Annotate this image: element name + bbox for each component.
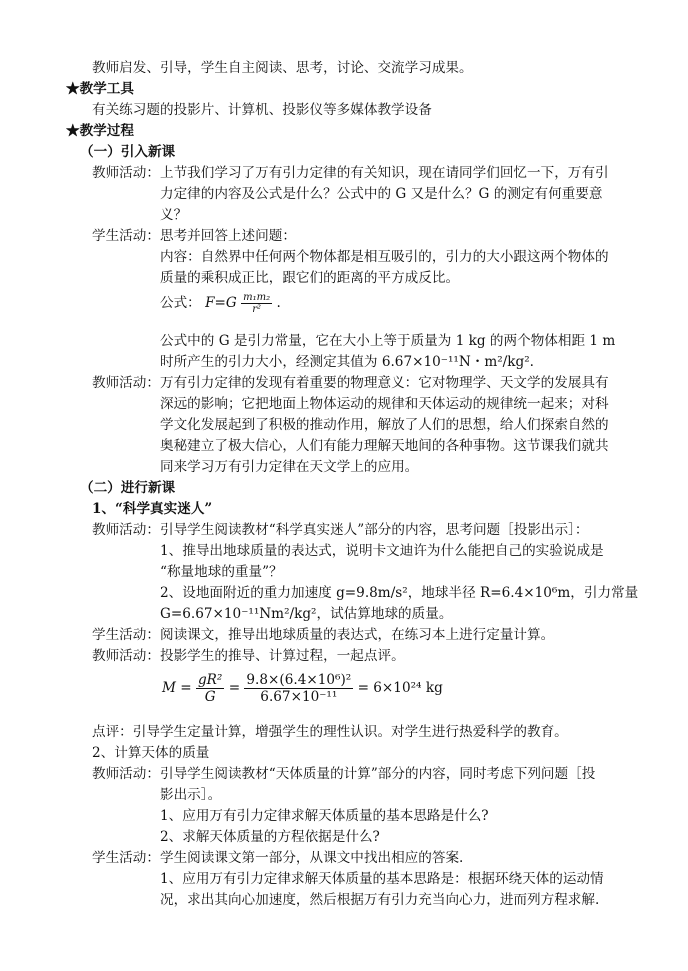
mass-formula-equals: = <box>228 680 241 696</box>
answer-1-cont: 况，求出其向心加速度，然后根据万有引力充当向心力，进而列方程求解. <box>160 892 600 908</box>
formula-label: 公式： <box>160 295 201 311</box>
student-activity-text: 时所产生的引力大小，经测定其值为 6.67×10⁻¹¹N・m²/kg². <box>160 354 534 370</box>
formula-numerator: m₁m₂ <box>243 292 271 303</box>
question-1: 1、应用万有引力定律求解天体质量的基本思路是什么? <box>160 808 489 824</box>
question-2: 2、求解天体质量的方程依据是什么? <box>160 829 380 845</box>
heading-teaching-process: ★教学过程 <box>66 123 134 139</box>
answer-1: 1、应用万有引力定律求解天体质量的基本思路是：根据环绕天体的运动情 <box>160 871 604 887</box>
label-student-activity: 学生活动： <box>92 627 160 643</box>
label-teacher-activity: 教师活动： <box>92 766 160 782</box>
mass-formula-fraction-2 <box>244 672 353 705</box>
mass-formula-numerator-1: gR² <box>197 672 223 688</box>
question-2: 2、设地面附近的重力加速度 g=9.8m/s²，地球半径 R=6.4×10⁶m，引力常量 <box>160 585 639 601</box>
student-activity-text: 公式中的 G 是引力常量，它在大小上等于质量为 1 kg 的两个物体相距 1 m <box>160 333 616 349</box>
label-teacher-activity: 教师活动： <box>92 165 160 181</box>
student-activity-text: 阅读课文，推导出地球质量的表达式，在练习本上进行定量计算。 <box>160 627 555 643</box>
heading-section-1: 1、“科学真实迷人” <box>92 501 213 517</box>
formula-lhs: F=G <box>205 295 237 311</box>
teacher-activity-text: 学文化发展起到了积极的推动作用，解放了人们的思想，给人们探索自然的 <box>160 417 609 433</box>
formula-period: . <box>276 295 281 311</box>
teacher-activity-text: 义？ <box>160 207 188 223</box>
teacher-activity-text: 万有引力定律的发现有着重要的物理意义：它对物理学、天文学的发展具有 <box>160 375 609 391</box>
mass-formula-denominator-1: G <box>204 689 216 705</box>
student-activity-text: 内容：自然界中任何两个物体都是相互吸引的，引力的大小跟这两个物体的 <box>160 249 609 265</box>
mass-formula-denominator-2: 6.67×10⁻¹¹ <box>260 689 338 705</box>
mass-formula-numerator-2: 9.8×(6.4×10⁶)² <box>246 672 352 688</box>
mass-formula-result: = 6×10²⁴ kg <box>357 680 443 696</box>
mass-formula-lhs: M = <box>162 680 192 696</box>
question-1-cont: “称量地球的重量”？ <box>160 564 283 580</box>
heading-teaching-tools: ★教学工具 <box>66 81 134 97</box>
teacher-activity-text: 投影学生的推导、计算过程，一起点评。 <box>160 648 405 664</box>
mass-formula-fraction-1 <box>196 672 224 705</box>
teacher-activity-text: 引导学生阅读教材“科学真实迷人”部分的内容，思考问题［投影出示］： <box>160 522 589 538</box>
teacher-activity-text: 深远的影响；它把地面上物体运动的规律和天体运动的规律统一起来；对科 <box>160 396 609 412</box>
question-2-cont: G=6.67×10⁻¹¹Nm²/kg²，试估算地球的质量。 <box>160 606 453 622</box>
teaching-tools-line: 有关练习题的投影片、计算机、投影仪等多媒体教学设备 <box>92 102 432 118</box>
teacher-activity-text: 引导学生阅读教材“天体质量的计算”部分的内容，同时考虑下列问题［投 <box>160 766 596 782</box>
label-teacher-activity: 教师活动： <box>92 522 160 538</box>
student-activity-text: 思考并回答上述问题： <box>160 228 296 244</box>
intro-method-line: 教师启发、引导，学生自主阅读、思考，讨论、交流学习成果。 <box>92 60 473 76</box>
label-student-activity: 学生活动： <box>92 850 160 866</box>
label-teacher-activity: 教师活动： <box>92 648 160 664</box>
label-student-activity: 学生活动： <box>92 228 160 244</box>
teacher-activity-text: 影出示］。 <box>160 787 222 803</box>
student-activity-text: 质量的乘积成正比，跟它们的距离的平方成反比。 <box>160 270 460 286</box>
comment-line: 点评：引导学生定量计算，增强学生的理性认识。对学生进行热爱科学的教育。 <box>92 724 568 740</box>
heading-new-lesson: （二）进行新课 <box>80 480 176 496</box>
teacher-activity-text: 上节我们学习了万有引力定律的有关知识，现在请同学们回忆一下，万有引 <box>160 165 609 181</box>
formula-fraction <box>241 292 272 315</box>
formula-denominator: r² <box>252 304 262 315</box>
heading-section-2: 2、计算天体的质量 <box>92 745 210 761</box>
earth-mass-formula <box>162 672 443 705</box>
heading-intro-lesson: （一）引入新课 <box>80 144 176 160</box>
question-1: 1、推导出地球质量的表达式，说明卡文迪许为什么能把自己的实验说成是 <box>160 543 604 559</box>
teacher-activity-text: 奥秘建立了极大信心，人们有能力理解天地间的各种事物。这节课我们就共 <box>160 438 609 454</box>
student-activity-text: 学生阅读课文第一部分，从课文中找出相应的答案. <box>160 850 464 866</box>
teacher-activity-text: 力定律的内容及公式是什么？公式中的 G 又是什么？G 的测定有何重要意 <box>160 186 603 202</box>
label-teacher-activity: 教师活动： <box>92 375 160 391</box>
gravitation-formula <box>160 291 281 315</box>
teacher-activity-text: 同来学习万有引力定律在天文学上的应用。 <box>160 459 419 475</box>
